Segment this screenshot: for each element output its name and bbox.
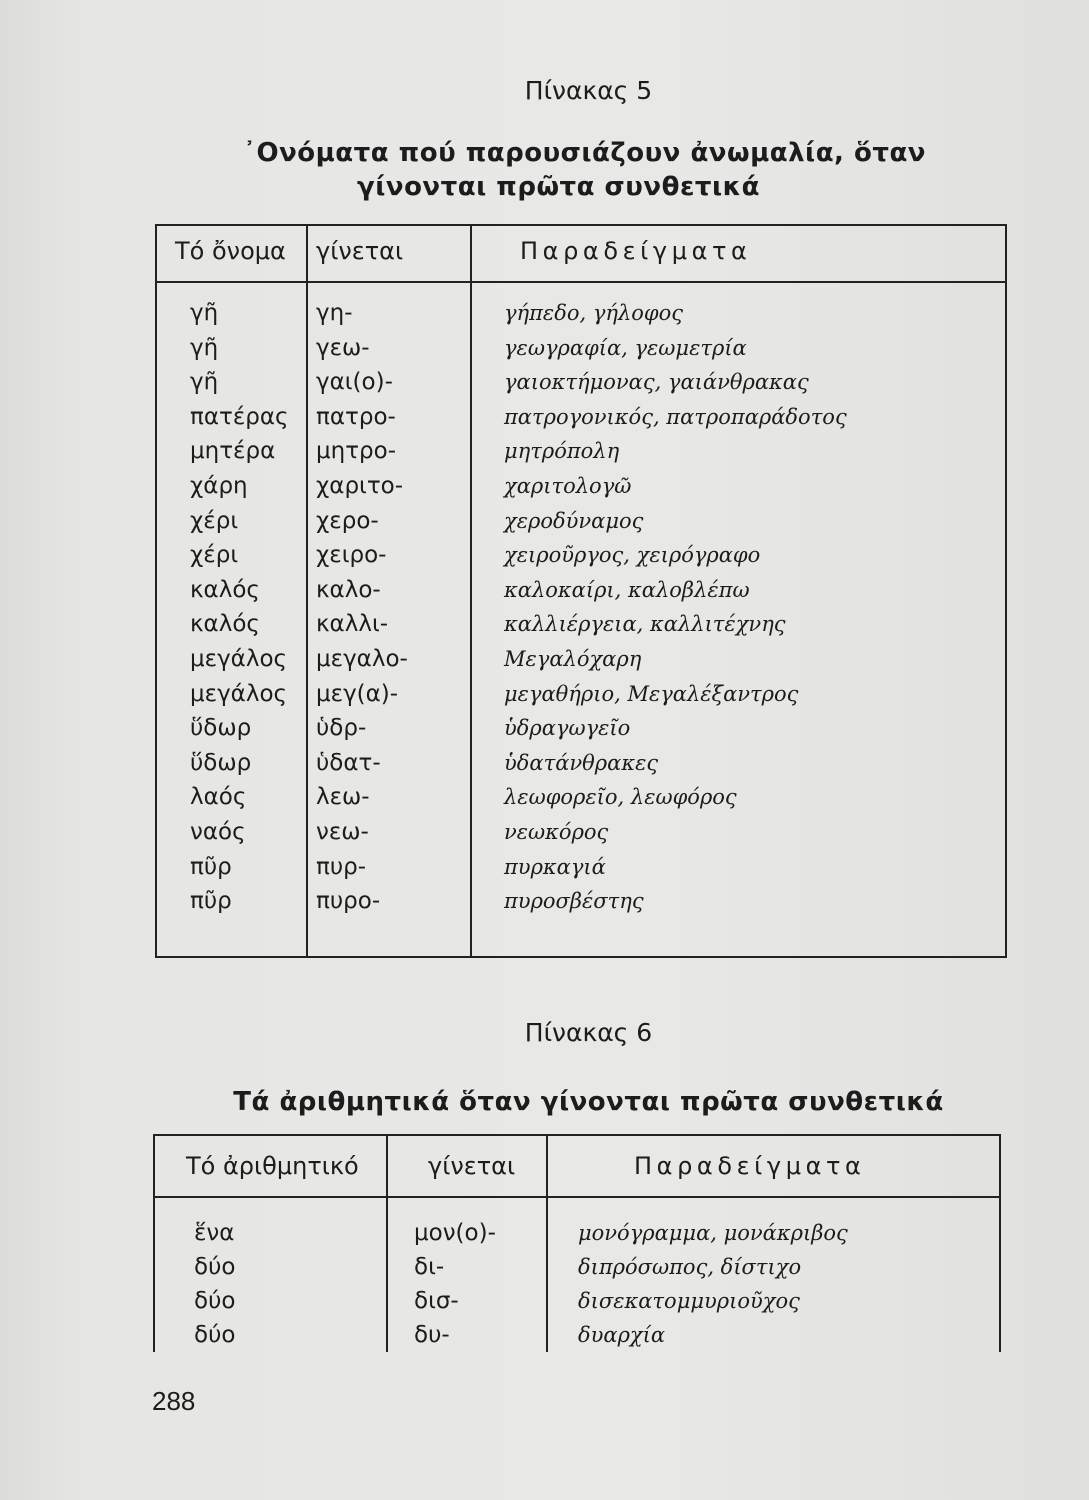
table5-cell-name: γῆ [190, 334, 219, 361]
table5-cell-examples: πυροσβέστης [504, 889, 644, 914]
table5-cell-name: χέρι [190, 542, 239, 569]
table5-cell-becomes: πυρο- [316, 888, 381, 915]
table5-cell-becomes: πατρο- [316, 403, 396, 430]
table6-cell-examples: δισεκατομμυριοῦχος [578, 1289, 800, 1313]
table5-heading-line2: γίνονται πρῶτα συνθετικά [357, 172, 760, 202]
table6-header-becomes: γίνεται [428, 1152, 516, 1180]
table5-cell-examples: χαριτολογῶ [504, 473, 632, 498]
table5-header-examples: Παραδείγματα [520, 237, 752, 265]
table5-cell-becomes: μεγαλο- [316, 645, 408, 672]
table6-cell-numeral: ἕνα [194, 1220, 235, 1246]
table5-cell-name: πῦρ [190, 888, 232, 915]
table6-column-numeral [194, 1216, 235, 1352]
table5-cell-examples: γαιοκτήμονας, γαιάνθρακας [504, 370, 809, 395]
table6-column-divider [386, 1134, 388, 1352]
table5-label: Πίνακας 5 [524, 76, 653, 105]
table6-header-divider [153, 1196, 1001, 1198]
table5-cell-name: καλός [190, 611, 260, 638]
table6-heading: Τά ἀριθμητικά ὅταν γίνονται πρῶτα συνθετικά [233, 1087, 944, 1117]
table5-cell-name: καλός [190, 576, 260, 603]
table5-cell-becomes: καλο- [316, 576, 381, 603]
table5-cell-examples: πατρογονικός, πατροπαράδοτος [504, 404, 847, 429]
table5-cell-name: πατέρας [190, 403, 289, 430]
table5-cell-examples: πυρκαγιά [504, 854, 606, 879]
table5-header-becomes: γίνεται [316, 237, 404, 265]
table5-cell-becomes: λεω- [316, 784, 370, 811]
table6-cell-examples: μονόγραμμα, μονάκριβος [578, 1221, 848, 1245]
table6-label: Πίνακας 6 [524, 1018, 653, 1047]
table5-cell-becomes: καλλι- [316, 611, 389, 638]
table6-left-border [153, 1134, 155, 1352]
table5-cell-name: γῆ [190, 300, 219, 326]
table5-cell-becomes: ὑδατ- [316, 749, 381, 776]
table5-cell-becomes: νεω- [316, 818, 369, 845]
page-number: 288 [152, 1386, 196, 1416]
table5-cell-becomes: γεω- [316, 334, 370, 361]
table6-cell-examples: διπρόσωπος, δίστιχο [578, 1255, 802, 1279]
table6-cell-becomes: δισ- [414, 1288, 459, 1314]
table5-header-divider [155, 281, 1007, 283]
table5-column-examples [504, 296, 847, 919]
table6-header-examples: Παραδείγματα [634, 1152, 866, 1180]
table5-cell-examples: γεωγραφία, γεωμετρία [504, 335, 747, 360]
table5-cell-examples: λεωφορεῖο, λεωφόρος [504, 785, 737, 810]
table5-cell-name: ὕδωρ [190, 749, 252, 776]
table5-cell-examples: καλλιέργεια, καλλιτέχνης [504, 612, 786, 637]
table6-cell-becomes: δυ- [414, 1322, 450, 1348]
table5-cell-examples: Μεγαλόχαρη [504, 646, 642, 671]
table5-cell-examples: χειροῦργος, χειρόγραφο [504, 543, 761, 568]
table6-cell-becomes: μον(ο)- [414, 1220, 496, 1246]
table5-column-name [190, 296, 289, 919]
table5-cell-name: χέρι [190, 507, 239, 534]
table5-cell-examples: μητρόπολη [504, 439, 620, 464]
table6-cell-numeral: δύο [194, 1322, 236, 1348]
table6-column-examples [578, 1216, 848, 1352]
table5-cell-examples: μεγαθήριο, Μεγαλέξαντρος [504, 681, 799, 706]
table6-cell-numeral: δύο [194, 1288, 236, 1314]
table5-cell-becomes: χειρο- [316, 542, 387, 569]
table5-cell-examples: νεωκόρος [504, 819, 609, 844]
table5-cell-becomes: μεγ(α)- [316, 680, 399, 707]
table5-cell-becomes: πυρ- [316, 853, 367, 880]
table5-cell-examples: ὑδραγωγεῖο [504, 716, 631, 741]
table5-column-divider [306, 224, 308, 958]
table5-cell-name: χάρη [190, 472, 248, 499]
table5-cell-name: ναός [190, 818, 246, 845]
table5-cell-examples: καλοκαίρι, καλοβλέπω [504, 577, 750, 602]
table6-cell-numeral: δύο [194, 1254, 236, 1280]
table5-cell-name: γῆ [190, 369, 219, 396]
table6-cell-examples: δυαρχία [578, 1323, 666, 1347]
table6-header-numeral: Τό ἀριθμητικό [186, 1152, 359, 1180]
table5-cell-examples: ὑδατάνθρακες [504, 750, 659, 775]
table6-column-divider [546, 1134, 548, 1352]
table5-cell-becomes: γη- [316, 300, 353, 326]
table5-cell-name: μητέρα [190, 438, 276, 465]
table6-cell-becomes: δι- [414, 1254, 445, 1280]
table5-cell-becomes: χερο- [316, 507, 379, 534]
table6-top-border [153, 1134, 1001, 1136]
table5-heading-line1: ᾿Ονόματα πού παρουσιάζουν ἀνωμαλία, ὅταν [242, 138, 927, 168]
table6-right-border [999, 1134, 1001, 1352]
table5-cell-becomes: μητρο- [316, 438, 397, 465]
table5-cell-name: πῦρ [190, 853, 232, 880]
table5-cell-name: λαός [190, 784, 247, 811]
table6-column-becomes [414, 1216, 496, 1352]
table5-cell-examples: γήπεδο, γήλοφος [504, 301, 684, 325]
table5-cell-becomes: ὑδρ- [316, 715, 367, 742]
table5-header-name: Τό ὄνομα [175, 237, 286, 265]
table5-column-divider [470, 224, 472, 958]
table5-cell-name: μεγάλος [190, 645, 288, 672]
table5-cell-examples: χεροδύναμος [504, 508, 644, 533]
table5-cell-name: μεγάλος [190, 680, 288, 707]
table5-cell-becomes: γαι(ο)- [316, 369, 393, 396]
table5-column-becomes [316, 296, 408, 919]
table5-cell-becomes: χαριτο- [316, 472, 404, 499]
table5-cell-name: ὕδωρ [190, 715, 252, 742]
